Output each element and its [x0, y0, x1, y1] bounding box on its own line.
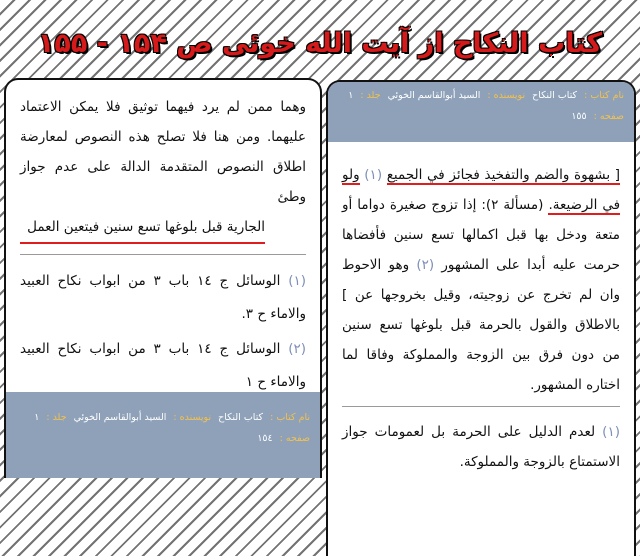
author-name[interactable]: السيد أبوالقاسم الخوئي: [387, 90, 481, 101]
footnote-1: [6, 261, 320, 331]
main-text-part-1: وهما ممن لم يرد فيهما توثيق فلا يمكن الاعتماد عليهما. ومن هنا فلا تصلح هذه النصوص لمعارضة اطلاق النصوص المتقدمة الدالة على عدم جواز وطئ: [20, 99, 306, 205]
book-name[interactable]: کتاب النكاح: [218, 412, 264, 423]
author-label: نويسنده :: [487, 90, 526, 101]
main-text: [6, 80, 320, 244]
page-155-panel: [326, 80, 636, 556]
footnote-number[interactable]: (١): [602, 424, 620, 440]
page-label: صفحه :: [593, 111, 624, 122]
footnote-number[interactable]: (٢): [288, 341, 307, 357]
author-label: نويسنده :: [173, 412, 212, 423]
main-text-part-3: (مسألة ٢): إذا تزوج صغيرة دواما أو متعة ودخل بها قبل اكمالها تسع سنين فأفضاها حرمت عليه أبدا على المشهور: [342, 197, 620, 273]
main-text-part-4: وهو الاحوط وان لم تخرج عن زوجيته، وقيل بخروجها عن ] بالاطلاق والقول بالحرمة قبل بلوغها تسع سنين من دون فرق بين الزوجة والمملوكة وفاقا لما اختاره المشهور.: [342, 257, 620, 393]
book-label: نام کتاب :: [270, 412, 310, 423]
footnote-2: [6, 331, 320, 399]
page-value: ١٥٤: [257, 433, 273, 444]
footnote-separator: [20, 254, 306, 255]
footnote-separator: [342, 406, 620, 407]
highlighted-text-2: ولو في الرضيعة.: [342, 167, 621, 213]
page-info-bar: [6, 392, 320, 478]
highlighted-text: الجارية قبل بلوغها تسع سنين فيتعين العمل: [20, 212, 265, 244]
book-label: نام کتاب :: [584, 90, 624, 101]
footnote-number[interactable]: (١): [288, 273, 307, 289]
main-text: [328, 142, 634, 400]
highlighted-text-1: [ بشهوة والضم والتفخيذ فجائز في الجميع: [386, 167, 621, 183]
page-value: ١٥٥: [571, 111, 587, 122]
footnote-text: الوسائل ج ١٤ باب ٣ من ابواب نكاح العبيد والاماء ح ١: [20, 341, 306, 390]
volume-value: ١: [34, 412, 40, 423]
footnote-ref[interactable]: (٢): [416, 257, 435, 273]
page-label: صفحه :: [279, 433, 310, 444]
volume-label: جلد :: [360, 90, 381, 101]
volume-value: ١: [348, 90, 354, 101]
volume-label: جلد :: [46, 412, 67, 423]
page-154-panel: [4, 78, 322, 478]
page-title: کتاب النکاح از آیت الله خوئی ص ۱۵۴ - ۱۵۵: [37, 28, 603, 59]
author-name[interactable]: السيد أبوالقاسم الخوئي: [73, 412, 167, 423]
page-info-bar: [328, 82, 634, 142]
footnote-text: لعدم الدليل على الحرمة بل لعمومات جواز الاستمتاع بالزوجة والمملوكة.: [342, 424, 620, 470]
footnote-text: الوسائل ج ١٤ باب ٣ من ابواب نكاح العبيد والاماء ح ٣.: [20, 273, 306, 322]
footnote-ref[interactable]: (١): [364, 167, 383, 183]
book-name[interactable]: کتاب النكاح: [532, 90, 578, 101]
footnote-1: [328, 413, 634, 477]
